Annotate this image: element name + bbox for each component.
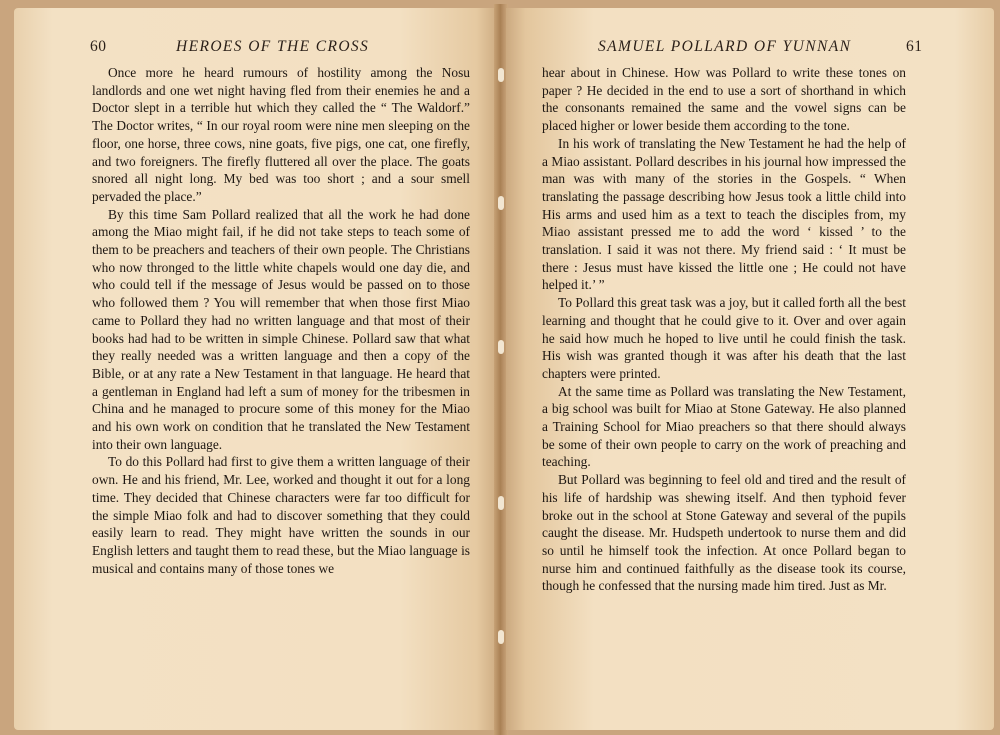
right-page [506, 8, 994, 730]
right-paragraph-1: In his work of translating the New Testament he had the help of a Miao assistant. Pollard describes in his journal how impressed the man was with many of the stories in the Gospels. “ When translating the passage describing how Jesus took a little child into His arms and used him as a text to teach the disciples from, my Miao assistant pressed me to add the word ‘ kissed ’ to the translation. I said it was not there. My friend said : ‘ It must be there : Jesus must have kissed the little one ; He could not have helped it.’ ” [542, 135, 906, 293]
right-paragraph-2: To Pollard this great task was a joy, but it called forth all the best learning and thought that he could give to it. Over and over again he said how much he hoped to live until he could finish the task. His wish was granted though it was after his death that the last chapters were printed. [542, 295, 906, 381]
binding-stitch [498, 340, 504, 354]
left-page [14, 8, 496, 730]
left-page-number: 60 [90, 38, 107, 55]
left-page-body [92, 64, 470, 577]
right-page-body [542, 64, 906, 595]
right-page-number: 61 [906, 38, 923, 55]
right-continuation-paragraph: hear about in Chinese. How was Pollard to write these tones on paper ? He decided in the end to use a sort of shorthand in which the consonants remained the same and the vowel signs can be placed higher or lower beside them according to the tone. [542, 65, 906, 134]
binding-stitch [498, 496, 504, 510]
left-running-head: HEROES OF THE CROSS [176, 38, 370, 55]
left-paragraph-1: Once more he heard rumours of hostility among the Nosu landlords and one wet night having fled from their enemies he and a Doctor slept in a terrible hut which they called the “ The Waldorf.” The Doctor writes, “ In our royal room were nine men sleeping on the floor, one horse, three cows, nine goats, five pigs, one cat, one firefly, and two foreigners. The firefly fluttered all over the place. The goats snored all night long. My bed was too short ; and a sour smell pervaded the place.” [92, 65, 470, 204]
right-running-head: SAMUEL POLLARD OF YUNNAN [598, 38, 852, 55]
right-paragraph-4: But Pollard was beginning to feel old and tired and the result of his life of hardship was shewing itself. And then typhoid fever broke out in the school at Stone Gateway and several of the pupils caught the disease. Mr. Hudspeth undertook to nurse them and did so until he himself took the infection. At once Pollard began to nurse him and continued faithfully as the disease took its course, though he confessed that the nursing made him tired. Just as Mr. [542, 472, 906, 594]
left-paragraph-2: By this time Sam Pollard realized that all the work he had done among the Miao might fail, if he did not take steps to teach some of them to be preachers and teachers of their own people. The Christians who now thronged to the little white chapels would one day die, and who could tell if the message of Jesus would be passed on to those who followed them ? You will remember that when those first Miao came to Pollard they had no written language and that most of their books had had to be written in simple Chinese. Pollard saw that what they really needed was a written language and then a copy of the Bible, or at any rate a New Testament in that language. He heard that a gentleman in England had left a sum of money for the tribesmen in China and he managed to procure some of this money for the Miao and his own work on condition that he translated the New Testament into their own language. [92, 206, 470, 452]
binding-stitch [498, 68, 504, 82]
right-paragraph-3: At the same time as Pollard was translating the New Testament, a big school was built for Miao at Stone Gateway. He also planned a Training School for Miao preachers so that there should always be some of their own people to carry on the work of preaching and teaching. [542, 383, 906, 470]
left-paragraph-3: To do this Pollard had first to give them a written language of their own. He and his friend, Mr. Lee, worked and thought it out for a long time. They decided that Chinese characters were far too difficult for the simple Miao folk and had to discover something that they could easily learn to read. They might have written the sounds in our English letters and taught them to read these, but the Miao language is musical and contains many of those tones we [92, 454, 470, 576]
binding-stitch [498, 196, 504, 210]
binding-stitch [498, 630, 504, 644]
